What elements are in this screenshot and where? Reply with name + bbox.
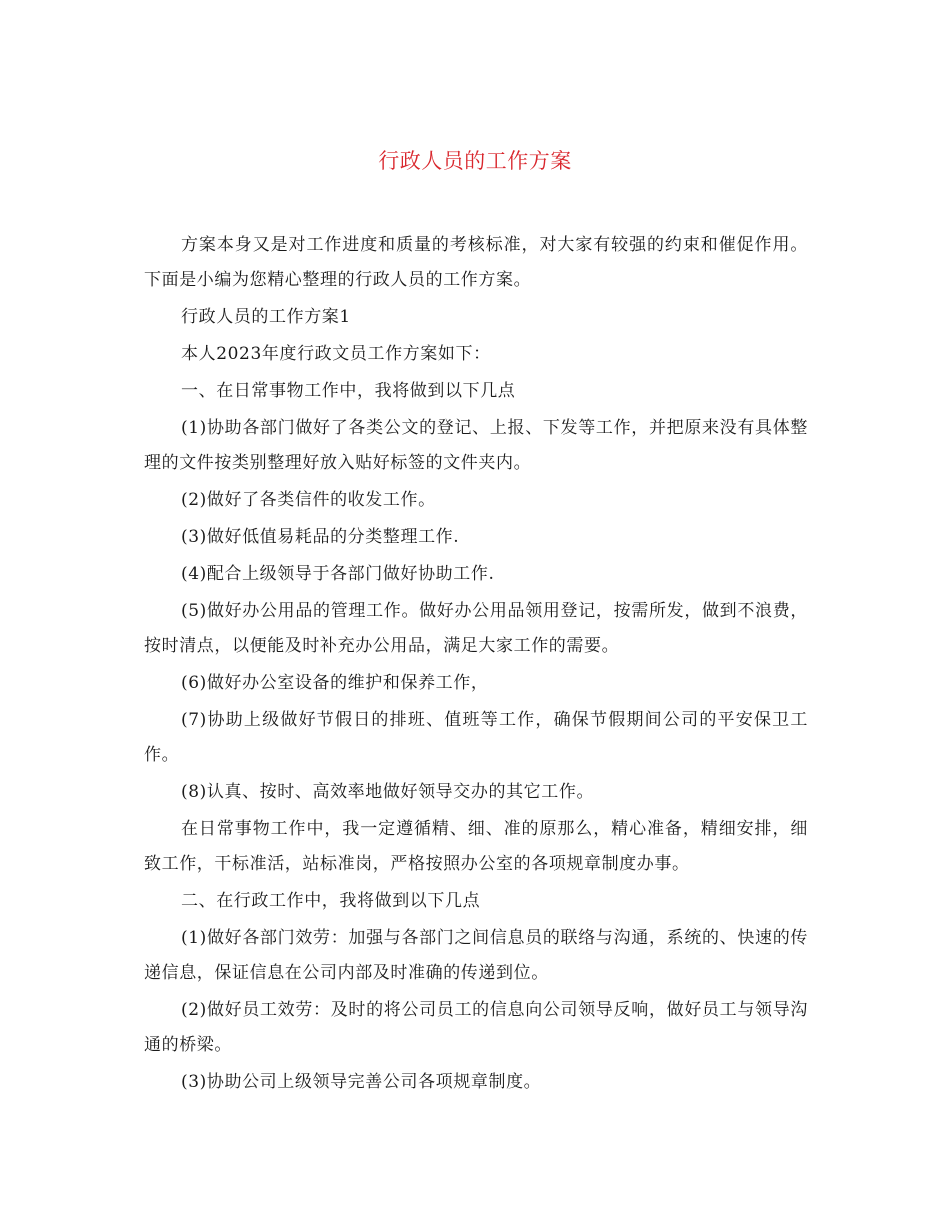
paragraph: 本人2023年度行政文员工作方案如下：: [181, 344, 491, 364]
list-item: (1)做好各部门效劳：加强与各部门之间信息员的联络与沟通，系统的、快速的传递信息，保证信息在公司内部及时准确的传递到位。: [144, 928, 808, 983]
paragraph: 在日常事物工作中，我一定遵循精、细、准的原那么，精心准备，精细安排，细致工作，干标准活，站标准岗，严格按照办公室的各项规章制度办事。: [144, 819, 808, 874]
list-item: (4)配合上级领导于各部门做好协助工作.: [181, 564, 495, 584]
list-item: (3)做好低值易耗品的分类整理工作.: [181, 527, 460, 547]
list-item: (3)协助公司上级领导完善公司各项规章制度。: [181, 1072, 542, 1092]
list-item: (2)做好员工效劳：及时的将公司员工的信息向公司领导反响，做好员工与领导沟通的桥梁。: [144, 1000, 808, 1055]
list-item: (2)做好了各类信件的收发工作。: [181, 490, 436, 510]
list-item: (6)做好办公室设备的维护和保养工作，: [181, 673, 489, 693]
paragraph-intro: 方案本身又是对工作进度和质量的考核标准，对大家有较强的约束和催促作用。下面是小编为您精心整理的行政人员的工作方案。: [144, 235, 808, 290]
list-item: (8)认真、按时、高效率地做好领导交办的其它工作。: [181, 782, 595, 802]
list-item: (7)协助上级做好节假日的排班、值班等工作，确保节假期间公司的平安保卫工作。: [144, 710, 808, 765]
list-item: (1)协助各部门做好了各类公文的登记、上报、下发等工作，并把原来没有具体整理的文件按类别整理好放入贴好标签的文件夹内。: [144, 418, 808, 473]
document-body: [144, 228, 808, 1102]
paragraph-heading-1: 一、在日常事物工作中，我将做到以下几点: [181, 381, 516, 401]
paragraph-section-heading: 行政人员的工作方案1: [181, 307, 351, 327]
paragraph-heading-2: 二、在行政工作中，我将做到以下几点: [181, 891, 481, 911]
list-item: (5)做好办公用品的管理工作。做好办公用品领用登记，按需所发，做到不浪费，按时清点，以便能及时补充办公用品，满足大家工作的需要。: [144, 601, 808, 656]
document-title: 行政人员的工作方案: [378, 149, 572, 173]
